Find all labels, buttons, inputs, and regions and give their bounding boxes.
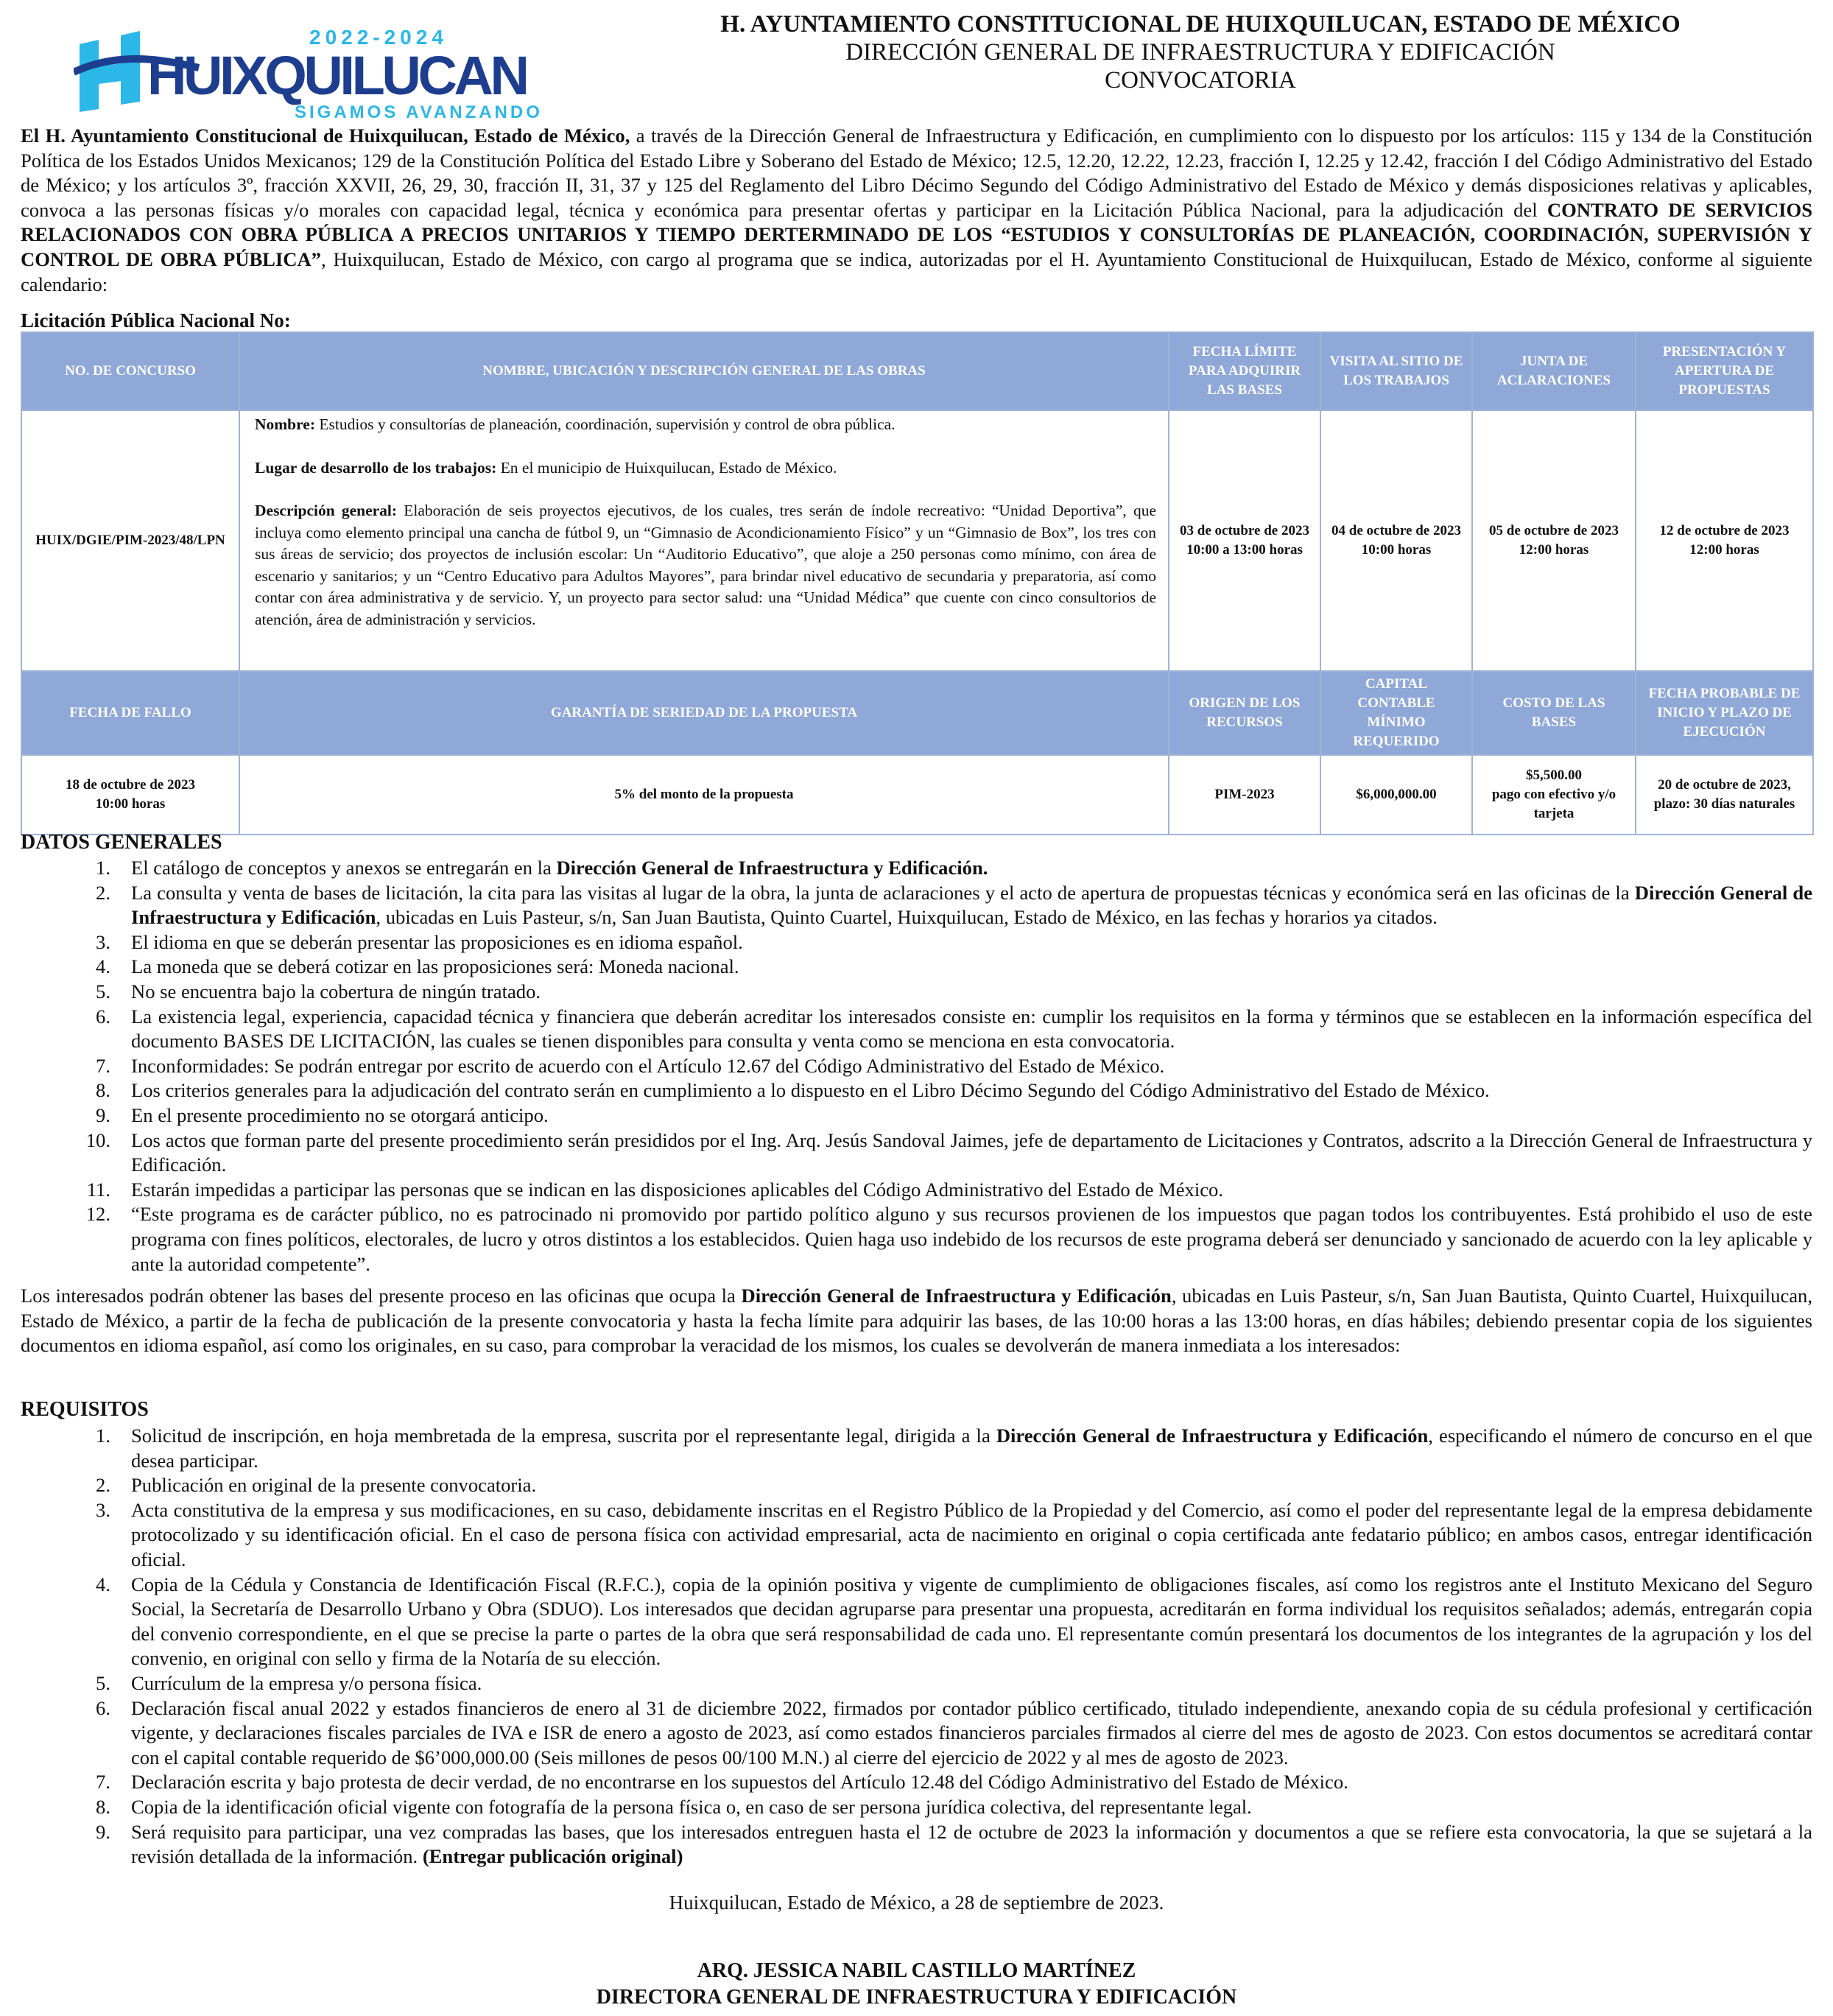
- list-item: 12. “Este programa es de carácter público, no es patrocinado ni promovido por partido político alguno y sus recursos provienen de los impuestos que pagan todos los contribuyentes. Está prohibido el uso de este programa con fines políticos, electorales, de lucro y otros distintos a los establecidos. Quien haga uso indebido de los recursos de este programa deberá ser denunciado y sancionado de acuerdo con la ley aplicable y ante la autoridad competente”.: [21, 1202, 1812, 1276]
- list-item-number: 7.: [96, 1771, 110, 1794]
- list-item: 7. Inconformidades: Se podrán entregar por escrito de acuerdo con el Artículo 12.67 del Código Administrativo del Estado de México.: [21, 1054, 1812, 1079]
- cell-garantia: 5% del monto de la propuesta: [239, 755, 1169, 835]
- convocatoria-table: [21, 331, 1814, 835]
- list-item: 5. No se encuentra bajo la cobertura de ningún tratado.: [21, 980, 1812, 1005]
- datos-generales-list: [21, 856, 1812, 1276]
- nombre-label: Nombre:: [255, 415, 316, 433]
- list-item-number: 4.: [96, 1573, 110, 1595]
- list-item-number: 2.: [96, 1474, 110, 1497]
- list-item-number: 1.: [96, 1425, 110, 1447]
- document-header: [648, 10, 1753, 94]
- header-line-2: DIRECCIÓN GENERAL DE INFRAESTRUCTURA Y EDIFICACIÓN: [845, 39, 1555, 66]
- requisitos-list: [21, 1424, 1812, 1869]
- list-item-number: 1.: [96, 857, 110, 879]
- list-item-number: 8.: [96, 1795, 110, 1818]
- list-item-number: 7.: [96, 1054, 110, 1077]
- logo-h-mark: [80, 31, 140, 112]
- list-item: 6. Declaración fiscal anual 2022 y estados financieros de enero al 31 de diciembre 2022, firmados por contador público certificado, titulado independiente, anexando copia de su cédula profesional y certificación vigente, y declaraciones fiscales parciales de IVA e ISR de enero a agosto de 2023, así como estados financieros parciales firmados al cierre del mes de agosto de 2023. Con estos documentos se acreditará contar con el capital contable requerido de $6’000,000.00 (Seis millones de pesos 00/100 M.N.) al cierre del ejercicio de 2022 y al mes de agosto de 2023.: [21, 1696, 1812, 1771]
- datos-generales-title: DATOS GENERALES: [21, 831, 222, 854]
- table-header-row-2: [21, 671, 1813, 755]
- th-origen: ORIGEN DE LOS RECURSOS: [1169, 671, 1320, 755]
- intro-paragraph: [21, 124, 1812, 297]
- list-item-number: 5.: [96, 980, 110, 1002]
- th-presentacion: PRESENTACIÓN Y APERTURA DE PROPUESTAS: [1636, 332, 1813, 410]
- header-line-1: H. AYUNTAMIENTO CONSTITUCIONAL DE HUIXQUILUCAN, ESTADO DE MÉXICO: [720, 11, 1681, 38]
- list-item: 8. Los criterios generales para la adjudicación del contrato serán en cumplimiento a lo dispuesto en el Libro Décimo Segundo del Código Administrativo del Estado de México.: [21, 1078, 1812, 1103]
- th-fallo: FECHA DE FALLO: [21, 671, 239, 755]
- desc-label: Descripción general:: [255, 502, 398, 519]
- th-fecha-limite: FECHA LÍMITE PARA ADQUIRIR LAS BASES: [1169, 332, 1320, 410]
- list-item: 10. Los actos que forman parte del presente procedimiento serán presididos por el Ing. Arq. Jesús Sandoval Jaimes, jefe de departamento de Licitaciones y Contratos, adscrito a la Dirección General de Infraestructura y Edificación.: [21, 1128, 1812, 1178]
- list-item: 4. Copia de la Cédula y Constancia de Identificación Fiscal (R.F.C.), copia de la opinión positiva y vigente de cumplimiento de obligaciones fiscales, así como los registros ante el Instituto Mexicano del Seguro Social, la Secretaría de Desarrollo Urbano y Obra (SDUO). Los interesados que decidan agruparse para presentar una propuesta, acreditarán en forma individual los requisitos señalados; además, entregarán copia del convenio correspondiente, en el que se precise la parte o partes de la obra que será responsabilidad de cada uno. El representante común presentará los documentos de los integrantes de la agrupación y los del convenio, en original con sello y firma de la Notaría de su elección.: [21, 1573, 1812, 1671]
- place-date: Huixquilucan, Estado de México, a 28 de septiembre de 2023.: [669, 1892, 1164, 1914]
- cell-costo: $5,500.00 pago con efectivo y/o tarjeta: [1472, 755, 1636, 835]
- list-item-number: 11.: [86, 1178, 110, 1201]
- list-item: 1. Solicitud de inscripción, en hoja membretada de la empresa, suscrita por el representante legal, dirigida a la Dirección General de Infraestructura y Edificación, especificando el número de concurso en el que desea participar.: [21, 1424, 1812, 1473]
- list-item-number: 3.: [96, 1498, 110, 1521]
- intro-text-2: , Huixquilucan, Estado de México, con cargo al programa que se indica, autorizadas por el H. Ayuntamiento Constitucional de Huixquilucan, Estado de México, conforme al siguiente calendario:: [21, 247, 1812, 295]
- logo-slogan: SIGAMOS AVANZANDO: [295, 102, 543, 122]
- cell-visita: 04 de octubre de 2023 10:00 horas: [1320, 410, 1472, 671]
- th-garantia: GARANTÍA DE SERIEDAD DE LA PROPUESTA: [239, 671, 1169, 755]
- table-header-row-1: [21, 332, 1813, 410]
- list-item-number: 9.: [96, 1820, 110, 1843]
- logo-graphic: [74, 22, 589, 122]
- list-item: 6. La existencia legal, experiencia, capacidad técnica y financiera que deberán acreditar los interesados consiste en: cumplir los requisitos en la forma y términos que se establecen en la información específica del documento BASES DE LICITACIÓN, las cuales se tienen disponibles para consulta y venta como se menciona en esta convocatoria.: [21, 1005, 1812, 1054]
- signature-block: [21, 1958, 1812, 2011]
- lugar-label: Lugar de desarrollo de los trabajos:: [255, 458, 497, 477]
- huixquilucan-logo: [74, 22, 589, 122]
- list-item-number: 4.: [96, 955, 110, 978]
- list-item: 2. La consulta y venta de bases de licitación, la cita para las visitas al lugar de la obra, la junta de aclaraciones y el acto de apertura de propuestas técnicas y económica será en las oficinas de la Dirección General de Infraestructura y Edificación, ubicadas en Luis Pasteur, s/n, San Juan Bautista, Quinto Cuartel, Huixquilucan, Estado de México, en las fechas y horarios ya citados.: [21, 881, 1812, 930]
- signer-name: ARQ. JESSICA NABIL CASTILLO MARTÍNEZ: [697, 1959, 1136, 1982]
- list-item: 11. Estarán impedidas a participar las personas que se indican en las disposiciones aplicables del Código Administrativo del Estado de México.: [21, 1178, 1812, 1203]
- list-item-number: 8.: [96, 1079, 110, 1102]
- list-item-number: 5.: [96, 1671, 110, 1694]
- list-item-number: 10.: [85, 1128, 110, 1151]
- th-inicio: FECHA PROBABLE DE INICIO Y PLAZO DE EJECUCIÓN: [1636, 671, 1813, 755]
- desc-text: Elaboración de seis proyectos ejecutivos, de los cuales, tres serán de índole recreativo: “Unidad Deportiva”, que incluya como elemento principal una cancha de fútbol 9, un “Gimnasio de Acondicionamiento Físico” y un “Gimnasio de Box”, los tres con sus áreas de servicio; dos proyectos de inclusión escolar: Un “Auditorio Educativo”, que aloje a 250 personas como mínimo, con área de escenario y sanitarios; y un “Centro Educativo para Adultos Mayores”, para brindar nivel educativo de secundaria y preparatoria, así como contar con área administrativa y de servicio. Y, un proyecto para sector salud: una “Unidad Médica” que cuente con cinco consultorios de atención, área de administración y servicios.: [255, 502, 1156, 628]
- th-concurso: NO. DE CONCURSO: [21, 332, 239, 410]
- cell-origen: PIM-2023: [1169, 755, 1320, 835]
- cell-concurso: HUIX/DGIE/PIM-2023/48/LPN: [21, 410, 239, 671]
- cell-inicio: 20 de octubre de 2023, plazo: 30 días naturales: [1636, 755, 1813, 835]
- th-visita: VISITA AL SITIO DE LOS TRABAJOS: [1320, 332, 1472, 410]
- list-item: 3. El idioma en que se deberán presentar las proposiciones es en idioma español.: [21, 930, 1812, 955]
- list-item: 9. En el presente procedimiento no se otorgará anticipo.: [21, 1103, 1812, 1128]
- table-row: [21, 410, 1813, 671]
- list-item: 2. Publicación en original de la presente convocatoria.: [21, 1473, 1812, 1498]
- logo-name: HUIXQUILUCAN: [147, 45, 530, 106]
- th-nombre: NOMBRE, UBICACIÓN Y DESCRIPCIÓN GENERAL DE LAS OBRAS: [239, 332, 1169, 410]
- list-item-number: 2.: [96, 881, 110, 904]
- cell-fallo: 18 de octubre de 2023 10:00 horas: [21, 755, 239, 835]
- licitacion-label: Licitación Pública Nacional No:: [21, 309, 291, 331]
- list-item: 1. El catálogo de conceptos y anexos se entregarán en la Dirección General de Infraestructura y Edificación.: [21, 856, 1812, 881]
- interesados-bold: Dirección General de Infraestructura y Edificación: [741, 1285, 1172, 1307]
- list-item: 4. La moneda que se deberá cotizar en las proposiciones será: Moneda nacional.: [21, 955, 1812, 980]
- list-item-number: 6.: [96, 1005, 110, 1028]
- th-costo: COSTO DE LAS BASES: [1472, 671, 1636, 755]
- header-line-3: CONVOCATORIA: [1105, 67, 1296, 94]
- list-item: 7. Declaración escrita y bajo protesta de decir verdad, de no encontrarse en los supuestos del Artículo 12.48 del Código Administrativo del Estado de México.: [21, 1770, 1812, 1795]
- list-item: 9. Será requisito para participar, una vez compradas las bases, que los interesados entreguen hasta el 12 de octubre de 2023 la información y documentos a que se refiere esta convocatoria, la que se sujetará a la revisión detallada de la información. (Entregar publicación original): [21, 1820, 1812, 1869]
- list-item: 3. Acta constitutiva de la empresa y sus modificaciones, en su caso, debidamente inscritas en el Registro Público de la Propiedad y del Comercio, así como el poder del representante legal de la empresa debidamente protocolizado y su identificación oficial. En el caso de persona física con actividad empresarial, acta de nacimiento en original o copia certificada ante fedatario público; en ambos casos, entregar identificación oficial.: [21, 1498, 1812, 1573]
- cell-presentacion: 12 de octubre de 2023 12:00 horas: [1636, 410, 1813, 671]
- cell-capital: $6,000,000.00: [1320, 755, 1472, 835]
- intro-bold-2: CONTRATO DE SERVICIOS RELACIONADOS CON OBRA PÚBLICA A PRECIOS UNITARIOS Y TIEMPO DERTERMINADO DE LOS “ESTUDIOS Y CONSULTORÍAS DE PLANEACIÓN, COORDINACIÓN, SUPERVISIÓN Y CONTROL DE OBRA PÚBLICA”: [21, 198, 1812, 270]
- list-item-number: 9.: [96, 1103, 110, 1126]
- interesados-paragraph: Los interesados podrán obtener las bases del presente proceso en las oficinas que ocupa la Dirección General de Infraestructura y Edificación, ubicadas en Luis Pasteur, s/n, San Juan Bautista, Quinto Cuartel, Huixquilucan, Estado de México, a partir de la fecha de publicación de la presente convocatoria y hasta la fecha límite para adquirir las bases, de las 10:00 horas a las 13:00 horas, en días hábiles; debiendo presentar copia de los siguientes documentos en idioma español, así como los originales, en su caso, para comprobar la veracidad de los mismos, los cuales se devolverán de manera inmediata a los interesados:: [21, 1285, 1812, 1357]
- intro-bold-1: El H. Ayuntamiento Constitucional de Huixquilucan, Estado de México,: [21, 124, 630, 147]
- nombre-text: Estudios y consultorías de planeación, coordinación, supervisión y control de obra pública.: [315, 415, 896, 433]
- th-junta: JUNTA DE ACLARACIONES: [1472, 332, 1636, 410]
- list-item: 8. Copia de la identificación oficial vigente con fotografía de la persona física o, en caso de ser persona jurídica colectiva, del representante legal.: [21, 1795, 1812, 1820]
- table-row: [21, 755, 1813, 835]
- cell-descripcion: [239, 410, 1169, 671]
- intro-text-1: a través de la Dirección General de Infraestructura y Edificación, en cumplimiento con lo dispuesto por los artículos: 115 y 134 de la Constitución Política de los Estados Unidos Mexicanos; 129 de la Constitución Política del Estado Libre y Soberano del Estado de México; 12.5, 12.20, 12.22, 12.23, fracción I, 12.25 y 12.42, fracción I del Código Administrativo del Estado de México; y los artículos 3º, fracción XXVII, 26, 29, 30, fracción II, 31, 37 y 125 del Reglamento del Libro Décimo Segundo del Código Administrativo del Estado de México y demás disposiciones relativas y aplicables, convoca a las personas físicas y/o morales con capacidad legal, técnica y económica para presentar ofertas y participar en la Licitación Pública Nacional, para la adjudicación del: [21, 124, 1812, 221]
- signer-position: DIRECTORA GENERAL DE INFRAESTRUCTURA Y EDIFICACIÓN: [596, 1986, 1237, 2009]
- logo-years: 2022-2024: [309, 26, 448, 49]
- requisitos-title: REQUISITOS: [21, 1398, 149, 1421]
- list-item-number: 12.: [85, 1203, 110, 1226]
- list-item-number: 6.: [96, 1696, 110, 1719]
- list-item: 5. Currículum de la empresa y/o persona física.: [21, 1671, 1812, 1696]
- cell-fecha-limite: 03 de octubre de 2023 10:00 a 13:00 horas: [1169, 410, 1320, 671]
- th-capital: CAPITAL CONTABLE MÍNIMO REQUERIDO: [1320, 671, 1472, 755]
- cell-junta: 05 de octubre de 2023 12:00 horas: [1472, 410, 1636, 671]
- list-item-number: 3.: [96, 930, 110, 953]
- lugar-text: En el municipio de Huixquilucan, Estado de México.: [496, 458, 837, 477]
